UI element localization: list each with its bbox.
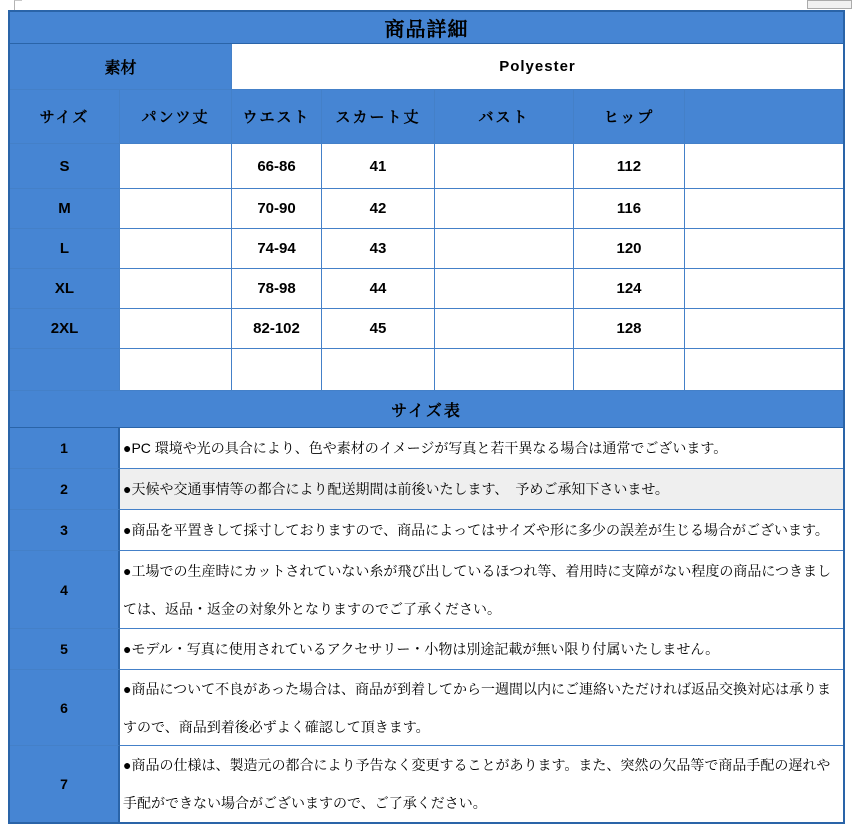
size-cell: 45 <box>322 309 435 349</box>
size-cell <box>685 229 843 269</box>
note-text: ●PC 環境や光の具合により、色や素材のイメージが写真と若干異なる場合は通常でございます。 <box>120 428 843 469</box>
size-cell <box>232 349 322 391</box>
size-cell <box>435 144 574 189</box>
note-text: ●天候や交通事情等の都合により配送期間は前後いたします、 予めご承知下さいませ。 <box>120 469 843 510</box>
size-cell: 120 <box>574 229 685 269</box>
note-number: 1 <box>10 428 120 469</box>
size-col-header-hip: ヒップ <box>574 90 685 144</box>
note-text: ●商品の仕様は、製造元の都合により予告なく変更することがあります。また、突然の欠品等で商品手配の遅れや手配ができない場合がございますので、ご了承ください。 <box>120 746 843 822</box>
size-cell: 42 <box>322 189 435 229</box>
note-number: 2 <box>10 469 120 510</box>
size-cell: 70-90 <box>232 189 322 229</box>
size-table <box>10 90 843 391</box>
size-row-label: M <box>10 189 120 229</box>
note-text: ●商品について不良があった場合は、商品が到着してから一週間以内にご連絡いただければ返品交換対応は承りますので、商品到着後必ずよく確認して頂きます。 <box>120 670 843 746</box>
size-cell <box>435 189 574 229</box>
material-label: 素材 <box>10 44 232 90</box>
size-col-header-extra <box>685 90 843 144</box>
note-number: 6 <box>10 670 120 746</box>
size-cell: 112 <box>574 144 685 189</box>
size-row-label <box>10 349 120 391</box>
size-cell <box>685 309 843 349</box>
size-row-label: S <box>10 144 120 189</box>
material-row <box>10 44 843 90</box>
product-detail-table <box>8 10 845 824</box>
size-cell: 82-102 <box>232 309 322 349</box>
note-number: 4 <box>10 551 120 629</box>
size-col-header-bust: バスト <box>435 90 574 144</box>
size-cell <box>574 349 685 391</box>
size-cell <box>685 349 843 391</box>
size-cell <box>435 229 574 269</box>
size-row-label: XL <box>10 269 120 309</box>
size-cell <box>120 189 232 229</box>
scrollbar-fragment[interactable] <box>807 0 852 9</box>
size-cell: 78-98 <box>232 269 322 309</box>
size-cell <box>322 349 435 391</box>
size-cell: 128 <box>574 309 685 349</box>
size-cell: 116 <box>574 189 685 229</box>
size-row-label: L <box>10 229 120 269</box>
note-text: ●商品を平置きして採寸しておりますので、商品によってはサイズや形に多少の誤差が生じる場合がございます。 <box>120 510 843 551</box>
size-col-header-size: サイズ <box>10 90 120 144</box>
note-number: 7 <box>10 746 120 822</box>
material-value: Polyester <box>232 44 843 90</box>
note-number: 3 <box>10 510 120 551</box>
size-cell <box>685 269 843 309</box>
size-cell: 41 <box>322 144 435 189</box>
size-chart-title: サイズ表 <box>10 391 843 428</box>
size-cell <box>435 269 574 309</box>
size-cell <box>685 189 843 229</box>
size-cell: 74-94 <box>232 229 322 269</box>
size-cell <box>120 144 232 189</box>
size-col-header-skirt: スカート丈 <box>322 90 435 144</box>
size-row-label: 2XL <box>10 309 120 349</box>
size-cell <box>435 349 574 391</box>
size-cell: 124 <box>574 269 685 309</box>
product-detail-title: 商品詳細 <box>10 12 843 44</box>
notes-table <box>10 428 843 822</box>
size-cell <box>435 309 574 349</box>
note-number: 5 <box>10 629 120 670</box>
size-cell: 43 <box>322 229 435 269</box>
size-cell: 66-86 <box>232 144 322 189</box>
size-cell <box>685 144 843 189</box>
size-col-header-pants: パンツ丈 <box>120 90 232 144</box>
size-cell <box>120 229 232 269</box>
size-cell <box>120 349 232 391</box>
size-cell <box>120 269 232 309</box>
note-text: ●モデル・写真に使用されているアクセサリー・小物は別途記載が無い限り付属いたしません。 <box>120 629 843 670</box>
note-text: ●工場での生産時にカットされていない糸が飛び出しているほつれ等、着用時に支障がない程度の商品につきましては、返品・返金の対象外となりますのでご了承ください。 <box>120 551 843 629</box>
size-cell <box>120 309 232 349</box>
size-cell: 44 <box>322 269 435 309</box>
size-col-header-waist: ウエスト <box>232 90 322 144</box>
